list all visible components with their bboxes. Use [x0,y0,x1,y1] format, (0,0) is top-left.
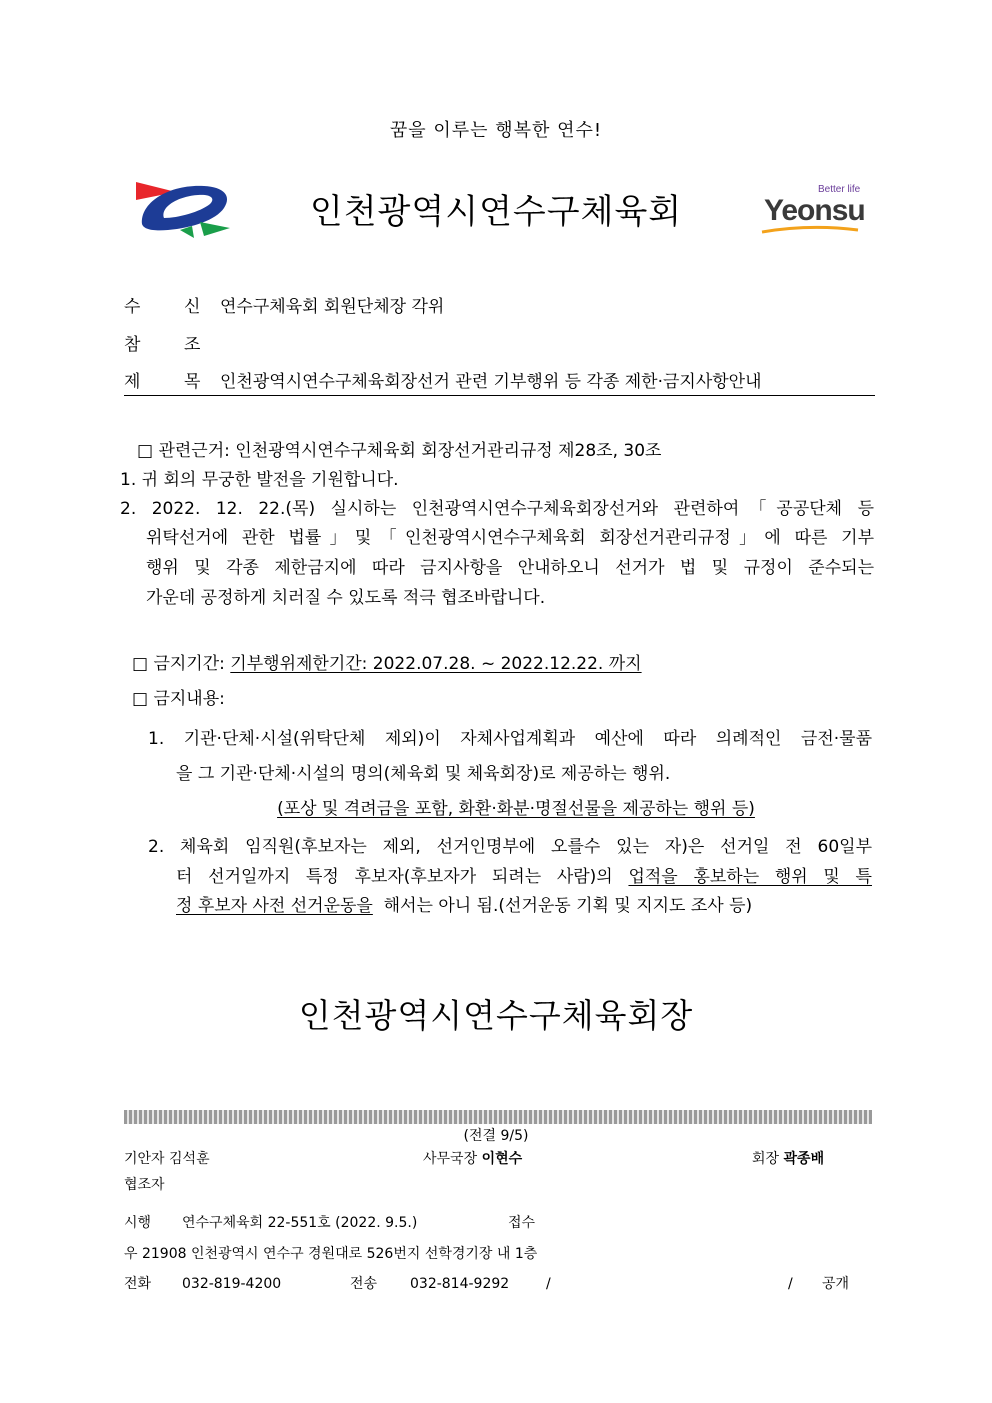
prohibition-2-line-2 [176,865,872,889]
prohibition-1-line-3: (포상 및 격려금을 포함, 화환·화분·명절선물을 제공하는 행위 등) [277,799,755,819]
recipient-label-1: 수 [124,297,141,317]
secretary-label: 사무국장 [423,1151,478,1167]
prohibition-period-label: □ 금지기간: [132,654,231,674]
approval-note: (전결 9/5) [463,1128,529,1144]
prohibition-period-value: 기부행위제한기간: 2022.07.28. ~ 2022.12.22. 까지 [230,654,642,674]
item-1: 1. 귀 회의 무궁한 발전을 기원합니다. [120,470,399,490]
prohibition-2-line-2a: 터 선거일까지 특정 후보자(후보자가 되려는 사람)의 [176,867,629,887]
prohibition-2-line-1: 2. 체육회 임직원(후보자는 제외, 선거인명부에 오를수 있는 자)은 선거일 전 60일부 [148,837,872,857]
receipt-label: 접수 [508,1215,536,1231]
phone-value: 032-819-4200 [182,1276,282,1292]
fax-value: 032-814-9292 [410,1276,510,1292]
subject-label-2: 목 [184,372,201,392]
phone-label: 전화 [124,1276,152,1292]
fax-label: 전송 [350,1276,378,1292]
president-label: 회장 [752,1151,780,1167]
prohibition-1-line-2: 을 그 기관·단체·시설의 명의(체육회 및 체육회장)로 제공하는 행위. [176,764,671,784]
prohibition-2-line-2b: 업적을 홍보하는 행위 및 특 [628,867,872,887]
subject-divider [124,395,875,396]
address: 우 21908 인천광역시 연수구 경원대로 526번지 선학경기장 내 1층 [124,1246,538,1262]
yeonsu-better-life-logo [760,180,864,236]
legal-basis: □ 관련근거: 인천광역시연수구체육회 회장선거관리규정 제28조, 30조 [137,441,662,461]
enforce-label: 시행 [124,1215,152,1231]
email-separator: / [546,1276,551,1292]
slogan: 꿈을 이루는 행복한 연수! [389,120,603,141]
prohibition-content-label: □ 금지내용: [132,689,225,709]
logo-tagline: Better life [818,184,861,195]
reference-label-1: 참 [124,335,141,355]
president [752,1149,824,1169]
recipient-label-2: 신 [184,297,201,317]
item-2-line-4: 가운데 공정하게 치러질 수 있도록 적극 협조바랍니다. [146,588,546,608]
prohibition-1-line-1: 1. 기관·단체·시설(위탁단체 제외)이 자체사업계획과 예산에 따라 의례적인 금전·물품 [148,729,872,749]
subject-value: 인천광역시연수구체육회장선거 관련 기부행위 등 각종 제한·금지사항안내 [220,372,762,392]
chief-title: 인천광역시연수구체육회장 [298,996,694,1035]
prohibition-period [132,652,642,676]
item-2-line-1: 2. 2022. 12. 22.(목) 실시하는 인천광역시연수구체육회장선거와 관련하여「공공단체 등 [120,499,874,519]
disclosure-value: 공개 [822,1276,850,1292]
item-2-line-3: 행위 및 각종 제한금지에 따라 금지사항을 안내하오니 선거가 법 및 규정이 준수되는 [146,558,874,578]
recipient-value: 연수구체육회 회원단체장 각위 [220,297,445,317]
secretary [423,1149,522,1169]
reference-label-2: 조 [184,335,201,355]
secretary-name: 이현수 [481,1151,523,1167]
drafter [124,1149,210,1169]
logo-swoosh-icon [760,224,860,234]
drafter-label: 기안자 [124,1151,165,1167]
drafter-name: 김석훈 [169,1151,210,1167]
item-2-line-2: 위탁선거에 관한 법률」및「인천광역시연수구체육회 회장선거관리규정」에 따른 기부 [146,528,874,548]
enforce-value: 연수구체육회 22-551호 (2022. 9.5.) [182,1215,418,1231]
footer-divider [124,1110,872,1124]
prohibition-2-line-3b: 해서는 아니 됨.(선거운동 기획 및 지지도 조사 등) [372,896,753,916]
cooperator-label: 협조자 [124,1177,165,1193]
organization-title: 인천광역시연수구체육회 [309,192,683,232]
subject-label-1: 제 [124,372,141,392]
disclosure-separator: / [788,1276,793,1292]
prohibition-2-line-3a: 정 후보자 사전 선거운동을 [176,896,373,916]
president-name: 곽종배 [783,1151,825,1167]
logo-wordmark: Yeonsu [764,194,865,227]
prohibition-2-line-3 [176,894,752,918]
